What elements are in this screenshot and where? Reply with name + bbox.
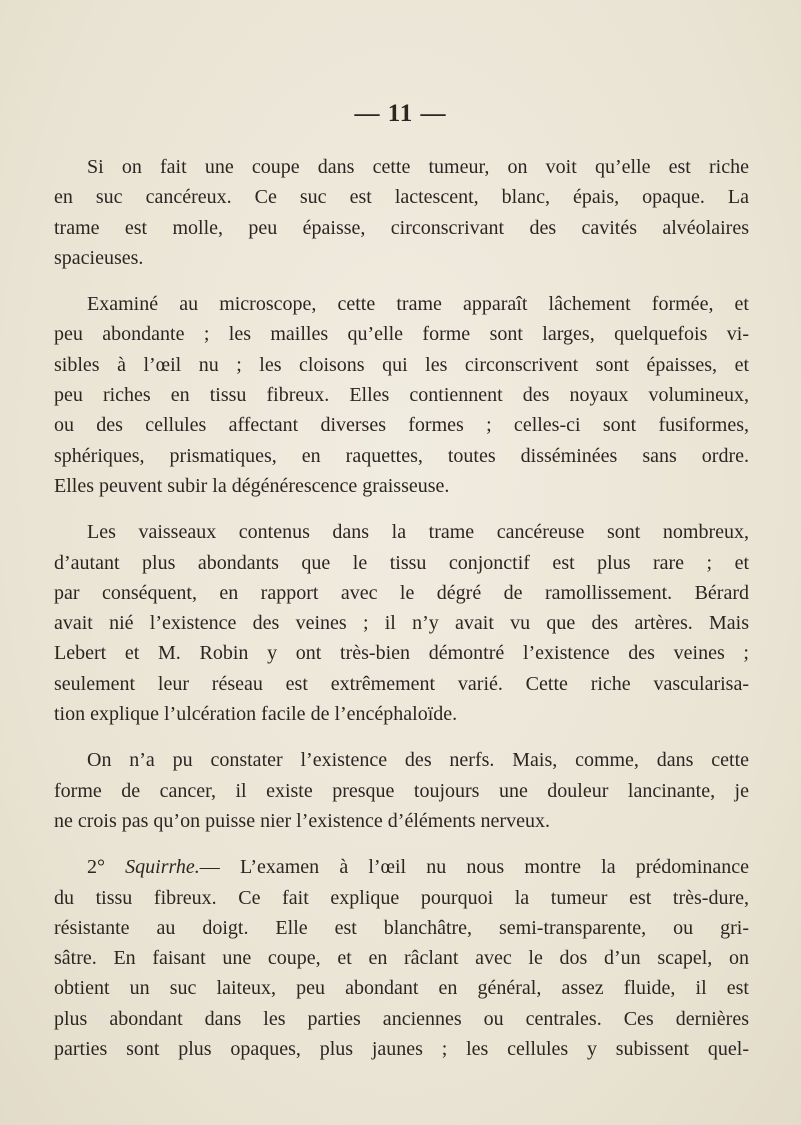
section-heading-text: — L’examen à l’œil nu nous montre la prédominance — [199, 856, 750, 879]
text-line: ne crois pas qu’on puisse nier l’existence d’éléments nerveux. — [54, 809, 550, 832]
text-line: d’autant plus abondants que le tissu conjonctif est plus rare ; et — [54, 551, 749, 574]
section-squirrhe — [54, 852, 749, 1064]
text-line: peu riches en tissu fibreux. Elles contiennent des noyaux volumineux, — [54, 384, 749, 407]
text-line: seulement leur réseau est extrêmement varié. Cette riche vascularisa- — [54, 672, 749, 695]
text-line: résistante au doigt. Elle est blanchâtre, semi-transparente, ou gri- — [54, 916, 749, 939]
text-line: peu abondante ; les mailles qu’elle forme sont larges, quelquefois vi- — [54, 323, 749, 346]
text-line: Examiné au microscope, cette trame apparaît lâchement formée, et — [87, 293, 749, 316]
text-line: trame est molle, peu épaisse, circonscrivant des cavités alvéolaires — [54, 216, 749, 239]
paragraph — [54, 745, 749, 836]
text-line: Les vaisseaux contenus dans la trame cancéreuse sont nombreux, — [87, 521, 749, 544]
text-line: par conséquent, en rapport avec le dégré de ramollissement. Bérard — [54, 581, 749, 604]
paragraph — [54, 289, 749, 501]
paragraph — [54, 152, 749, 273]
text-line: parties sont plus opaques, plus jaunes ; les cellules y subissent quel- — [54, 1038, 749, 1061]
text-line: sibles à l’œil nu ; les cloisons qui les circonscrivent sont épaisses, et — [54, 353, 749, 376]
page-number: — 11 — — [354, 100, 447, 127]
text-line: forme de cancer, il existe presque toujours une douleur lancinante, je — [54, 779, 749, 802]
section-term: Squirrhe. — [125, 856, 200, 879]
text-line: plus abondant dans les parties anciennes ou centrales. Ces dernières — [54, 1007, 749, 1030]
body-text — [54, 152, 749, 1080]
section-heading-line — [54, 852, 749, 882]
text-line: en suc cancéreux. Ce suc est lactescent, blanc, épais, opaque. La — [54, 186, 749, 209]
text-line: Elles peuvent subir la dégénérescence graisseuse. — [54, 474, 450, 497]
text-line: avait nié l’existence des veines ; il n’y avait vu que des artères. Mais — [54, 612, 749, 635]
paragraph — [54, 517, 749, 729]
text-line: On n’a pu constater l’existence des nerfs. Mais, comme, dans cette — [87, 749, 749, 772]
text-line: du tissu fibreux. Ce fait explique pourquoi la tumeur est très-dure, — [54, 886, 749, 909]
text-line: sphériques, prismatiques, en raquettes, toutes disséminées sans ordre. — [54, 444, 749, 467]
text-line: Lebert et M. Robin y ont très-bien démontré l’existence des veines ; — [54, 642, 749, 665]
text-line: sâtre. En faisant une coupe, et en râclant avec le dos d’un scapel, on — [54, 947, 749, 970]
section-number: 2° — [87, 856, 105, 879]
text-line: Si on fait une coupe dans cette tumeur, on voit qu’elle est riche — [87, 156, 749, 178]
text-line: tion explique l’ulcération facile de l’encéphaloïde. — [54, 703, 458, 726]
text-line: spacieuses. — [54, 246, 144, 269]
text-line: ou des cellules affectant diverses formes ; celles-ci sont fusiformes, — [54, 414, 749, 437]
text-line: obtient un suc laiteux, peu abondant en général, assez fluide, il est — [54, 977, 749, 1000]
